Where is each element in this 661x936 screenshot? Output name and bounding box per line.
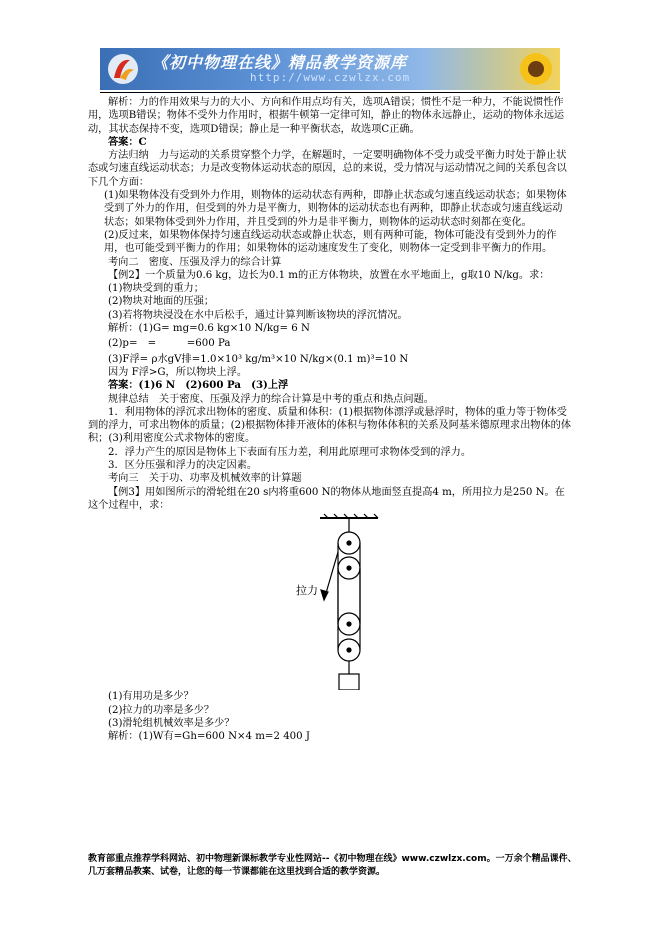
solution-2-2: (2)p= = =600 Pa: [108, 338, 231, 350]
rule-2: 2．浮力产生的原因是物体上下表面有压力差，利用此原理可求物体受到的浮力。: [108, 446, 472, 458]
analysis-1: 解析：力的作用效果与力的大小、方向和作用点均有关，选项A错误；惯性不是一种力，不能说惯性作用，选项B错误；物体不受外力作用时，根据牛顿第一定律可知，静止的物体永远静止，运动的物体永远运动，其状态保持不变，选项D错误；静止是一种平衡状态，故选项C正确。: [88, 97, 565, 135]
method-summary: 方法归纳 力与运动的关系贯穿整个力学，在解题时，一定要明确物体不受力或受平衡力时处于静止状态或匀速直线运动状态；力是改变物体运动状态的原因，总的来说，受力情况与运动情况之间的关系包含以下几个方面：: [88, 150, 567, 188]
rule-3: 3．区分压强和浮力的决定因素。: [108, 460, 258, 472]
question-2-1: (1)物块受到的重力；: [108, 283, 204, 295]
footer-note: 教育部重点推荐学科网站、初中物理新课标教学专业性网站--《初中物理在线》www.czwlzx.com。一万余个精品课件、几万套精品教案、试卷，让您的每一节课都能在这里找到合适的教学资源。: [88, 854, 577, 877]
question-3-1: (1)有用功是多少？: [108, 691, 194, 703]
answer-1: 答案：C: [108, 135, 147, 148]
pulley-figure: [88, 512, 572, 690]
example-3: 【例3】用如图所示的滑轮组在20 s内将重600 N的物体从地面竖直提高4 m，所用拉力是250 N。在这个过程中，求：: [88, 486, 565, 511]
pulley-diagram: [88, 512, 572, 690]
solution-2-3: (3)F浮= ρ水gV排=1.0×10³ kg/m³×10 N/kg×(0.1 m)³=10 N: [108, 353, 409, 365]
header-banner: [100, 48, 560, 90]
header-rule: [100, 92, 560, 93]
topic-3-heading: 考向三 关于功、功率及机械效率的计算题: [108, 473, 302, 485]
site-url[interactable]: http://www.czwlzx.com: [250, 71, 411, 84]
question-2-3: (3)若将物块浸没在水中后松手，通过计算判断该物块的浮沉情况。: [108, 309, 408, 321]
example-2: 【例2】一个质量为0.6 kg，边长为0.1 m的正方体物块，放置在水平地面上，g取10 N/kg。求：: [108, 269, 550, 281]
question-3-3: (3)滑轮组机械效率是多少？: [108, 717, 235, 729]
rule-1: 1．利用物体的浮沉求出物体的密度、质量和体积：(1)根据物体漂浮或悬浮时，物体的重力等于物体受到的浮力，可求出物体的质量；(2)根据物体排开液体的体积与物体体积的关系及阿基米德原理求出物体的体积；(3)利用密度公式求物体的密度。: [88, 406, 572, 445]
question-2-2: (2)物块对地面的压强；: [108, 296, 215, 308]
answer-2: 答案：(1)6 N (2)600 Pa (3)上浮: [108, 379, 289, 392]
question-3-2: (2)拉力的功率是多少？: [108, 704, 215, 716]
document-body: [88, 96, 572, 743]
rule-summary: 规律总结 关于密度、压强及浮力的综合计算是中考的重点和热点问题。: [108, 393, 434, 405]
method-point-2: (2)反过来，如果物体保持匀速直线运动状态或静止状态，则有两种可能，物体可能没有受到外力的作用，也可能受到平衡力的作用；如果物体的运动速度发生了变化，则物体一定受到非平衡力的作用。: [104, 229, 557, 255]
pull-force-label: 拉力: [296, 584, 318, 598]
site-title: 《初中物理在线》精品教学资源库: [152, 53, 408, 72]
topic-2-heading: 考向二 密度、压强及浮力的综合计算: [108, 256, 282, 268]
solution-2-1: 解析：(1)G= mg=0.6 kg×10 N/kg= 6 N: [108, 323, 310, 335]
method-point-1: (1)如果物体没有受到外力作用，则物体的运动状态有两种，即静止状态或匀速直线运动状态；如果物体受到了外力的作用，但受到的外力是平衡力，则物体的运动状态也有两种，即静止状态或匀速直线运动状态；如果物体受到外力作用，并且受到的外力是非平衡力，则物体的运动状态时刻都在变化。: [104, 190, 567, 228]
logo-icon: [106, 52, 140, 86]
solution-2-4: 因为 F浮>G，所以物块上浮。: [108, 366, 248, 378]
sunflower-icon: [516, 50, 556, 88]
solution-3-1: 解析：(1)W有=Gh=600 N×4 m=2 400 J: [108, 731, 310, 743]
